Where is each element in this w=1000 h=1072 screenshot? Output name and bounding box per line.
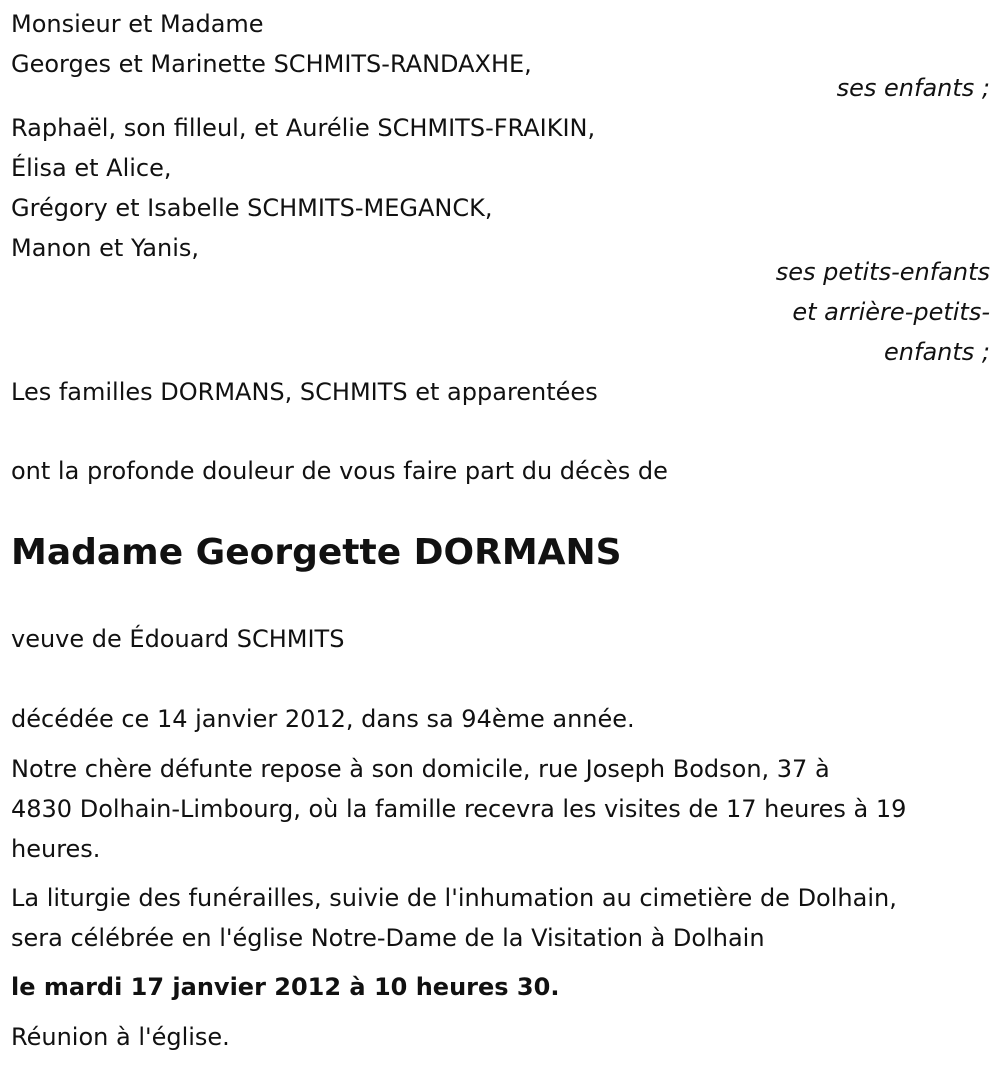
petits-enfants-line-1: Raphaël, son filleul, et Aurélie SCHMITS-FRAIKIN, bbox=[11, 114, 596, 142]
ceremony-date: le mardi 17 janvier 2012 à 10 heures 30. bbox=[11, 973, 560, 1001]
liturgie-line-2: sera célébrée en l'église Notre-Dame de la Visitation à Dolhain bbox=[11, 924, 765, 952]
enfants-line-1: Monsieur et Madame bbox=[11, 10, 264, 38]
repose-line-1: Notre chère défunte repose à son domicile, rue Joseph Bodson, 37 à bbox=[11, 755, 830, 783]
liturgie-line-1: La liturgie des funérailles, suivie de l'inhumation au cimetière de Dolhain, bbox=[11, 884, 897, 912]
enfants-role: ses enfants ; bbox=[836, 74, 990, 102]
death-info-line: décédée ce 14 janvier 2012, dans sa 94ème année. bbox=[11, 705, 635, 733]
enfants-line-2: Georges et Marinette SCHMITS-RANDAXHE, bbox=[11, 50, 532, 78]
announcement-line: ont la profonde douleur de vous faire part du décès de bbox=[11, 457, 668, 485]
widow-of-line: veuve de Édouard SCHMITS bbox=[11, 625, 345, 653]
reunion-line: Réunion à l'église. bbox=[11, 1023, 230, 1051]
repose-line-2: 4830 Dolhain-Limbourg, où la famille recevra les visites de 17 heures à 19 bbox=[11, 795, 907, 823]
petits-enfants-line-3: Grégory et Isabelle SCHMITS-MEGANCK, bbox=[11, 194, 493, 222]
familles-line: Les familles DORMANS, SCHMITS et apparentées bbox=[11, 378, 598, 406]
petits-enfants-line-2: Élisa et Alice, bbox=[11, 154, 172, 182]
deceased-name: Madame Georgette DORMANS bbox=[11, 532, 622, 573]
petits-enfants-role-line-2: et arrière-petits- bbox=[792, 298, 990, 326]
petits-enfants-role-line-1: ses petits-enfants bbox=[775, 258, 990, 286]
petits-enfants-line-4: Manon et Yanis, bbox=[11, 234, 200, 262]
petits-enfants-role-line-3: enfants ; bbox=[884, 338, 990, 366]
repose-line-3: heures. bbox=[11, 835, 101, 863]
